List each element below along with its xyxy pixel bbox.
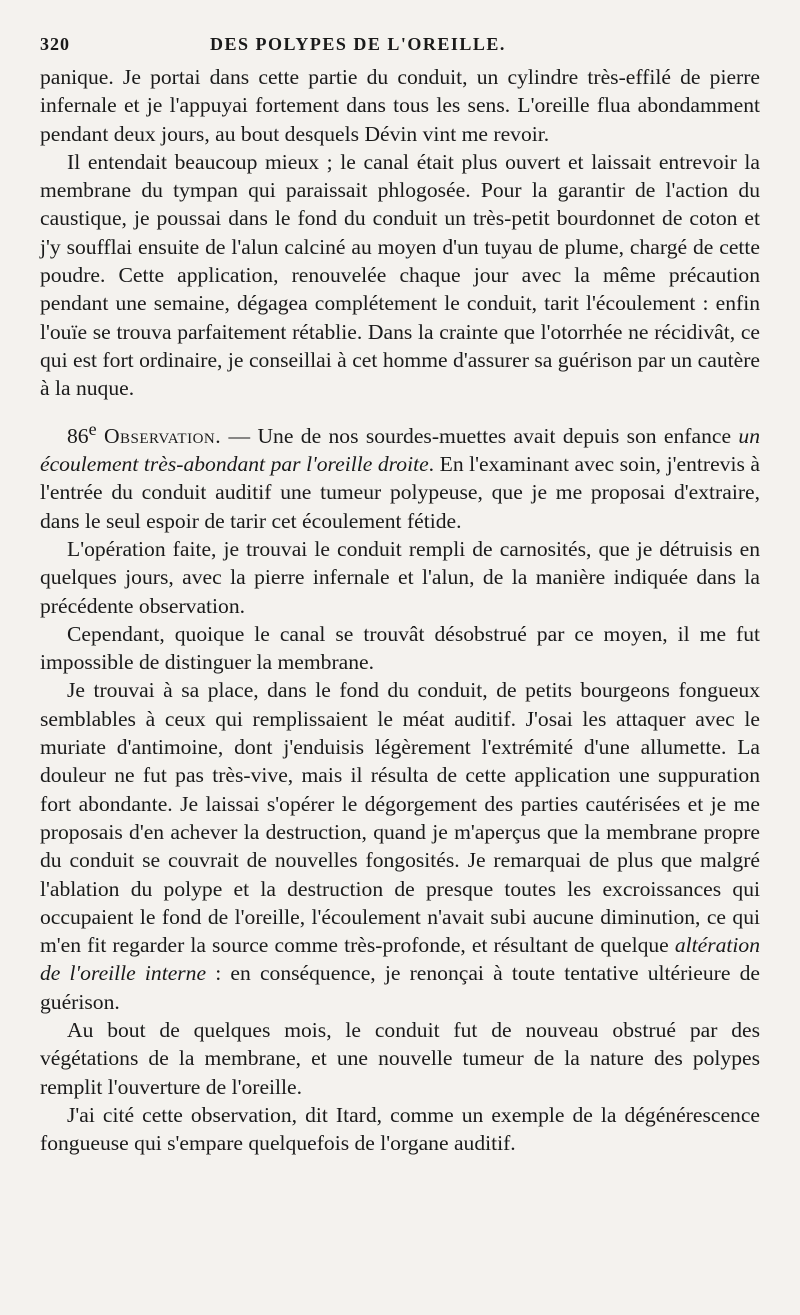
paragraph-continuation: panique. Je portai dans cette partie du conduit, un cylindre très-effilé de pierre infernale et je l'appuyai fortement dans tous les sens. L'oreille flua abondamment pendant deux jours, au bout desquels Dévin vint me revoir. [40,65,760,146]
paragraph: Cependant, quoique le canal se trouvât désobstrué par ce moyen, il me fut impossible de distinguer la membrane. [40,621,760,675]
paragraph: Il entendait beaucoup mieux ; le canal était plus ouvert et laissait entrevoir la membrane du tympan qui paraissait phlogosée. Pour la garantir de l'action du caustique, je poussai dans le fond du conduit un très-petit bourdonnet de coton et j'y soufflai ensuite de l'alun calciné au moyen d'un tuyau de plume, chargé de cette poudre. Cette application, renouvelée chaque jour avec la même précaution pendant une semaine, dégagea complétement le conduit, tarit l'écoulement : enfin l'ouïe se trouva parfaitement rétablie. Dans la crainte que l'otorrhée ne récidivât, ce qui est fort ordinaire, je conseillai à cet homme d'assurer sa guérison par un cautère à la nuque. [40,149,760,401]
observation-superscript: e [88,418,97,439]
observation-text-before: — Une de nos sourdes-muettes avait depuis son enfance [221,423,739,448]
observation-italic: un écoulement très-abondant par l'oreille droite [40,423,760,477]
paragraph: J'ai cité cette observation, dit Itard, comme un exemple de la dégénérescence fongueuse qui s'empare quelquefois de l'organe auditif. [40,1102,760,1156]
paragraph-italic: altération de l'oreille interne [40,933,760,986]
observation-paragraph [40,415,760,535]
observation-label: Observation. [103,423,222,448]
paragraph: Au bout de quelques mois, le conduit fut de nouveau obstrué par des végétations de la membrane, et une nouvelle tumeur de la nature des polypes remplit l'ouverture de l'oreille. [40,1017,760,1099]
observation-text-after: . En l'examinant avec soin, j'entrevis à l'entrée du conduit auditif une tumeur polypeuse, que je me proposai d'extraire, dans le seul espoir de tarir cet écoulement fétide. [40,452,760,533]
running-title: DES POLYPES DE L'OREILLE. [210,34,506,54]
page-header [40,34,760,55]
paragraph-text-after: : en conséquence, je renonçai à toute tentative ultérieure de guérison. [40,961,760,1014]
paragraph: L'opération faite, je trouvai le conduit rempli de carnosités, que je détruisis en quelques jours, avec la pierre infernale et l'alun, de la manière indiquée dans la précédente observation. [40,536,760,618]
body-text [40,63,760,1157]
page-number: 320 [40,34,70,54]
paragraph-text-before: Je trouvai à sa place, dans le fond du conduit, de petits bourgeons fongueux semblables à ceux qui remplissaient le méat auditif. J'osai les attaquer avec le muriate d'antimoine, dont j'enduisis légèrement l'extrémité d'une allumette. La douleur ne fut pas très-vive, mais il résulta de cette application une suppuration fort abondante. Je laissai s'opérer le dégorgement des parties cautérisées et je me proposais d'en achever la destruction, quand je m'aperçus que la membrane propre du conduit se couvrait de nouvelles fongosités. Je remarquai de plus que malgré l'ablation du polype et la destruction de presque toutes les excroissances qui occupaient le fond de l'oreille, l'écoulement n'avait subi aucune diminution, ce qui m'en fit regarder la source comme très-profonde, et résultant de quelque [40,678,760,958]
paragraph [40,676,760,1016]
observation-number: 86 [67,423,89,448]
